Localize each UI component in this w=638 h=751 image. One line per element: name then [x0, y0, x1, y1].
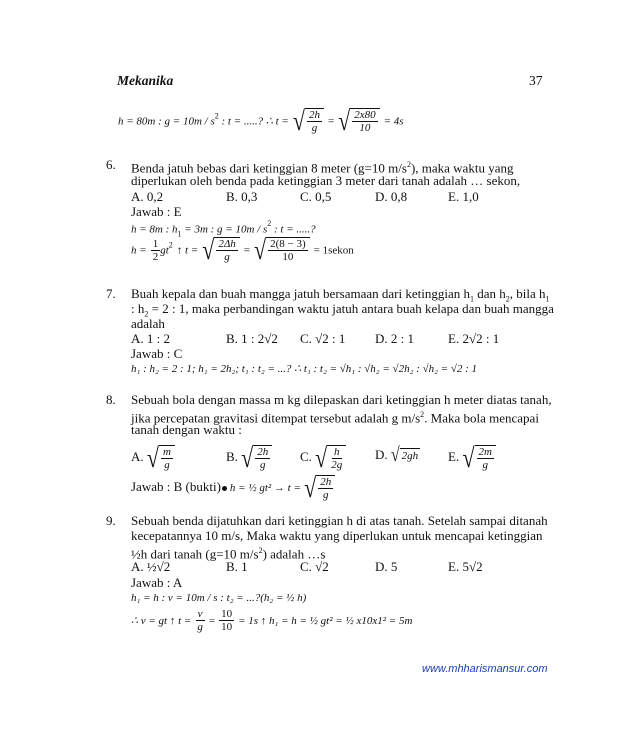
- q6-given-sub: 1: [177, 229, 182, 239]
- q8-line2-end: . Maka bola mencapai: [424, 410, 539, 426]
- q6-given-sup: 2: [267, 219, 272, 228]
- eq-sqrt-1: √ $\frac{2h}{g}$: [293, 108, 324, 134]
- q6-option-c: C. 0,5: [300, 189, 332, 204]
- q6-answer: Jawab : E: [131, 204, 182, 219]
- q7-option-d: D. 2 : 1: [375, 331, 414, 346]
- q6-given-b: = 3m : g = 10m / s: [181, 223, 268, 236]
- q8-line2-text: jika percepatan gravitasi ditempat tersebut adalah g m/s: [131, 410, 421, 426]
- q8-option-b: B. √ $\frac{2h}{g}$: [226, 445, 272, 471]
- q6-gt: gt: [160, 244, 169, 257]
- q7-line2-start: : h: [131, 301, 145, 316]
- q8-option-d-label: D.: [375, 446, 388, 462]
- q9-den1: g: [197, 621, 203, 633]
- q8-proof: h = ½ gt² → t =: [229, 481, 301, 494]
- q8-a-num: m: [162, 446, 171, 458]
- q8-e-num: 2m: [478, 446, 492, 458]
- q9-work2: [131, 608, 412, 633]
- q8-c-num: h: [334, 446, 340, 458]
- q7-sub1: 1: [469, 294, 474, 304]
- top-equation: [118, 104, 404, 136]
- sqrt2-den: 10: [359, 122, 371, 134]
- q7-line1-text: Buah kepala dan buah mangga jatuh bersamaan dari ketinggian h: [131, 286, 470, 301]
- q8-sup: 2: [420, 410, 425, 419]
- q6-line2: diperlukan oleh benda pada ketinggian 3 meter dari tanah adalah … sekon,: [131, 173, 521, 188]
- q8-d-expr: 2gh: [401, 450, 419, 462]
- q8-number: 8.: [106, 392, 116, 407]
- q6-half-den: 2: [152, 250, 159, 263]
- q8-option-c-label: C.: [300, 448, 312, 464]
- eq-sup: 2: [214, 111, 219, 121]
- q8-a-den: g: [164, 459, 170, 471]
- q8-c-den: 2g: [331, 459, 343, 471]
- q9-option-c: C. √2: [300, 559, 329, 574]
- q9-line2: kecepatannya 10 m/s, Maka waktu yang diperlukan untuk mencapai ketinggian: [131, 528, 543, 543]
- q7-line3: adalah: [131, 316, 165, 331]
- q7-answer: Jawab : C: [131, 346, 183, 361]
- q7-line1-end: , bila h: [509, 286, 546, 301]
- q9-work2-start: ∴ v = gt ↑ t =: [131, 615, 192, 628]
- q7-line1-mid: dan h: [473, 286, 506, 301]
- q9-line1: Sebuah benda dijatuhkan dari ketinggian h di atas tanah. Setelah sampai ditanah: [131, 513, 548, 528]
- q7-sub3: 1: [545, 294, 550, 304]
- q9-option-e: E. 5√2: [448, 559, 483, 574]
- q6-half-num: 1: [152, 237, 159, 250]
- q9-option-a: A. ½√2: [131, 559, 171, 574]
- q8-line1: Sebuah bola dengan massa m kg dilepaskan dari ketinggian h meter diatas tanah,: [131, 392, 552, 407]
- q8-proof-num: 2h: [320, 476, 332, 488]
- q6-formula: h = $\frac{1}{2}$ $gt^2$ ↑ t = √ $\frac{2\Delta h}{g}$ = √ $\frac{2(8 - 3)}{10}$ = 1sekon: [131, 233, 354, 265]
- q6-option-d: D. 0,8: [375, 189, 408, 204]
- q7-work: h₁ : h₂ = 2 : 1; h₁ = 2h₂; t₁ : t₂ = ...? ∴ t₁ : t₂ = √h₁ : √h₂ = √2h₂ : √h₂ = √2 : 1: [131, 363, 478, 375]
- q6-given-a: h = 8m : h: [131, 223, 178, 236]
- q9-num2: 10: [221, 608, 233, 620]
- eq-mid: : t = .....? ∴ t =: [218, 115, 289, 128]
- sqrt2-num: 2x80: [354, 109, 376, 121]
- q7-line2: [131, 301, 554, 322]
- q8-option-d: D. √ 2gh: [375, 444, 419, 466]
- eq-lhs: h = 80m : g = 10m / s: [118, 115, 215, 128]
- q8-option-e: E. √ $\frac{2m}{g}$: [448, 445, 496, 471]
- bullet-icon: [222, 486, 227, 491]
- q9-line3-end: ) adalah …s: [262, 546, 326, 562]
- q9-option-b: B. 1: [226, 559, 248, 574]
- q9-line3-start: ½h dari tanah (g=10 m/s: [131, 546, 259, 562]
- q7-option-e: E. 2√2 : 1: [448, 331, 500, 346]
- q6-sqrt1-num: 2Δh: [218, 238, 236, 250]
- q7-sub2: 2: [505, 294, 510, 304]
- q6-formula-eq: =: [243, 244, 250, 257]
- sqrt1-num: 2h: [308, 109, 320, 121]
- eq-result: = 4s: [383, 115, 404, 128]
- q8-option-a: A. √ $\frac{m}{g}$: [131, 445, 175, 471]
- q8-option-a-label: A.: [131, 448, 144, 464]
- q7-number: 7.: [106, 286, 116, 301]
- q6-line1-end: ), maka waktu yang: [410, 160, 514, 176]
- q6-option-a: A. 0,2: [131, 189, 164, 204]
- q8-b-den: g: [260, 459, 266, 471]
- page-number: 37: [529, 73, 543, 88]
- q6-formula-sup: 2: [168, 240, 173, 250]
- q8-e-den: g: [482, 459, 488, 471]
- q6-given-c: : t = .....?: [271, 223, 316, 236]
- q9-number: 9.: [106, 513, 116, 528]
- q7-line2-rest: = 2 : 1, maka perbandingan waktu jatuh antara buah kelapa dan buah mangga: [148, 301, 554, 316]
- q6-given: [131, 219, 316, 239]
- footer-url[interactable]: www.mhharismansur.com: [422, 663, 548, 675]
- q6-number: 6.: [106, 157, 116, 172]
- q6-option-e: E. 1,0: [448, 189, 479, 204]
- sqrt1-den: g: [311, 122, 318, 134]
- q6-sqrt2-num: 2(8 − 3): [270, 238, 306, 250]
- running-header-title: Mekanika: [117, 73, 174, 88]
- q8-answer: Jawab : B (bukti): [131, 478, 221, 494]
- q8-line3: tanah dengan waktu :: [131, 422, 242, 437]
- q8-answer-proof: Jawab : B (bukti) h = ½ gt² → t = √ $\frac{2h}{g}$: [131, 475, 335, 501]
- q6-sup: 2: [406, 160, 411, 169]
- q6-line1-text: Benda jatuh bebas dari ketinggian 8 meter (g=10 m/s: [131, 160, 407, 176]
- q9-work1: h₁ = h : v = 10m / s : t₂ = ...?(h₂ = ½ h): [131, 592, 307, 604]
- q8-b-num: 2h: [257, 446, 269, 458]
- q6-formula-h: h =: [131, 244, 147, 257]
- q9-num1: v: [197, 608, 203, 620]
- q8-option-b-label: B.: [226, 448, 238, 464]
- q6-sqrt2-den: 10: [282, 251, 294, 263]
- q9-sup: 2: [258, 546, 263, 555]
- q6-formula-result: = 1sekon: [313, 244, 354, 257]
- q9-den2: 10: [221, 621, 233, 633]
- q8-option-e-label: E.: [448, 448, 460, 464]
- q9-work2-eq: =: [208, 615, 216, 628]
- q6-option-b: B. 0,3: [226, 189, 258, 204]
- q8-proof-den: g: [323, 489, 329, 501]
- q7-option-b: B. 1 : 2√2: [226, 331, 278, 346]
- eq-equals: =: [327, 115, 335, 128]
- q8-option-c: C. √ $\frac{h}{2g}$: [300, 445, 346, 471]
- eq-sqrt-2: √ $\frac{2x80}{10}$: [338, 108, 379, 134]
- q7-option-a: A. 1 : 2: [131, 331, 170, 346]
- q6-formula-arrow: ↑ t =: [176, 244, 199, 257]
- q9-answer: Jawab : A: [131, 575, 183, 590]
- q9-option-d: D. 5: [375, 559, 398, 574]
- q9-work2-end: = 1s ↑ h₁ = h = ½ gt² = ½ x10x1² = 5m: [238, 615, 413, 628]
- q7-line2-sub: 2: [144, 309, 149, 319]
- q7-option-c: C. √2 : 1: [300, 331, 346, 346]
- q6-sqrt1-den: g: [224, 251, 230, 263]
